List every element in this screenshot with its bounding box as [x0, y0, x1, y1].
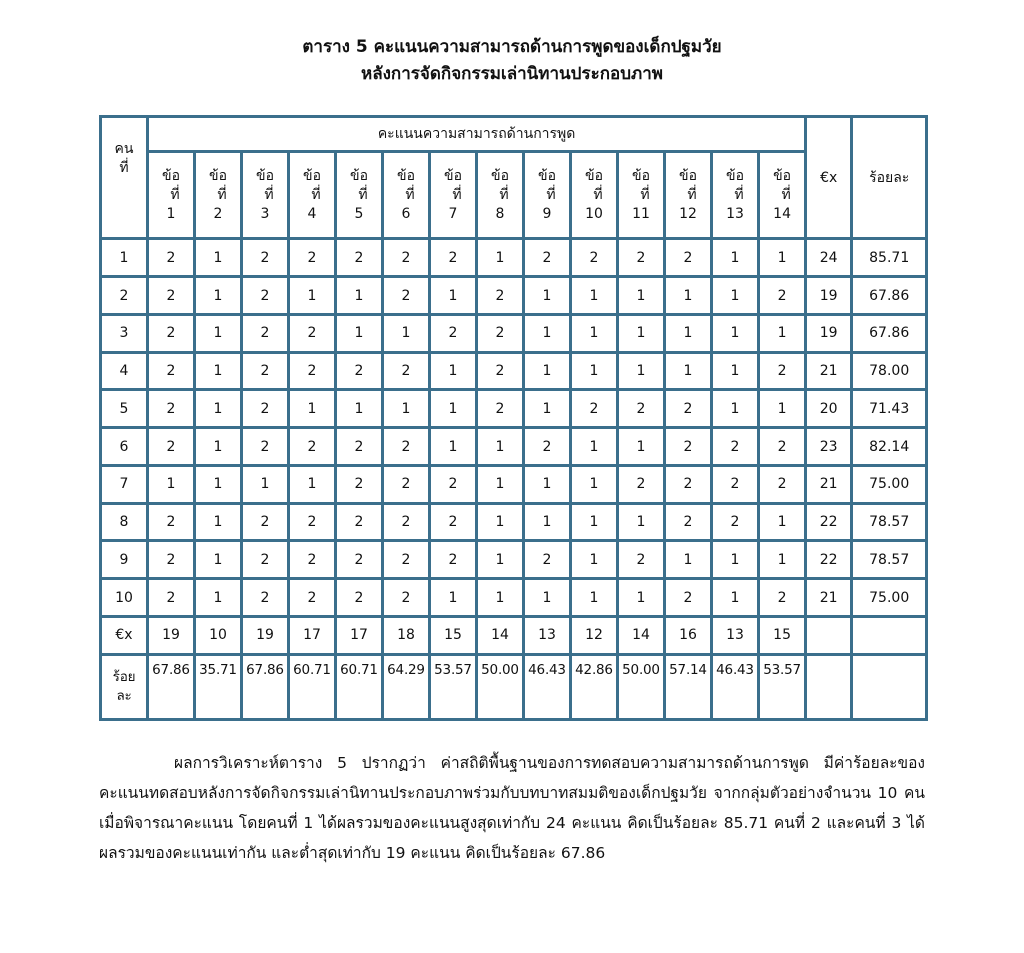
row-sum: 21 [806, 465, 852, 503]
item-header [383, 151, 430, 239]
item-sum-cell: 13 [524, 616, 571, 654]
row-sum: 22 [806, 541, 852, 579]
table-row [101, 579, 927, 617]
score-cell: 2 [289, 352, 336, 390]
item-header-prefix2: ที่ [217, 186, 227, 203]
score-cell: 1 [477, 239, 524, 277]
score-cell: 1 [571, 541, 618, 579]
score-cell: 2 [712, 428, 759, 466]
item-header-number: 10 [585, 205, 603, 222]
score-cell: 2 [336, 465, 383, 503]
score-cell: 2 [430, 239, 477, 277]
table-row [101, 352, 927, 390]
score-cell: 2 [148, 428, 195, 466]
score-cell: 2 [242, 277, 289, 315]
score-cell: 2 [383, 428, 430, 466]
score-cell: 2 [430, 541, 477, 579]
item-percent-cell: 50.00 [477, 654, 524, 719]
score-cell: 1 [618, 503, 665, 541]
percent-row [101, 654, 927, 719]
score-cell: 1 [383, 314, 430, 352]
score-cell: 1 [571, 314, 618, 352]
score-cell: 2 [383, 579, 430, 617]
score-cell: 2 [571, 239, 618, 277]
score-cell: 2 [712, 503, 759, 541]
score-cell: 1 [759, 239, 806, 277]
score-cell: 2 [524, 239, 571, 277]
item-header-prefix: ข้อ [397, 167, 415, 184]
item-percent-cell: 67.86 [148, 654, 195, 719]
score-cell: 1 [618, 428, 665, 466]
score-cell: 2 [148, 352, 195, 390]
item-percent-cell: 53.57 [430, 654, 477, 719]
score-cell: 1 [618, 579, 665, 617]
row-percent: 71.43 [852, 390, 927, 428]
score-cell: 2 [148, 239, 195, 277]
person-id: 4 [101, 352, 148, 390]
item-percent-cell: 50.00 [618, 654, 665, 719]
row-sum: 21 [806, 352, 852, 390]
item-percent-cell: 64.29 [383, 654, 430, 719]
table-row [101, 503, 927, 541]
item-header-number: 5 [354, 205, 364, 222]
score-cell: 1 [571, 579, 618, 617]
item-header-prefix: ข้อ [303, 167, 321, 184]
analysis-paragraph [99, 748, 925, 868]
score-cell: 2 [242, 239, 289, 277]
score-cell: 2 [336, 239, 383, 277]
item-header-prefix: ข้อ [585, 167, 603, 184]
item-header-number: 14 [773, 205, 791, 222]
table-title-line1: ตาราง 5 คะแนนความสามารถด้านการพูดของเด็กปฐมวัย [302, 37, 722, 57]
score-cell: 2 [524, 541, 571, 579]
score-cell: 1 [712, 314, 759, 352]
score-cell: 1 [195, 390, 242, 428]
score-cell: 2 [336, 428, 383, 466]
item-header [336, 151, 383, 239]
score-cell: 1 [712, 352, 759, 390]
score-cell: 2 [242, 541, 289, 579]
item-header-prefix2: ที่ [546, 186, 556, 203]
item-header-number: 13 [726, 205, 744, 222]
score-cell: 2 [477, 314, 524, 352]
score-table [99, 115, 928, 721]
table-row [101, 428, 927, 466]
score-cell: 1 [195, 579, 242, 617]
score-cell: 1 [524, 579, 571, 617]
score-cell: 1 [430, 390, 477, 428]
person-id: 10 [101, 579, 148, 617]
item-header [430, 151, 477, 239]
item-header-prefix2: ที่ [734, 186, 744, 203]
score-cell: 2 [383, 239, 430, 277]
score-cell: 1 [712, 239, 759, 277]
score-cell: 1 [759, 503, 806, 541]
score-cell: 2 [289, 541, 336, 579]
person-id: 6 [101, 428, 148, 466]
score-cell: 1 [665, 277, 712, 315]
item-header-prefix: ข้อ [350, 167, 368, 184]
score-cell: 1 [524, 352, 571, 390]
score-cell: 1 [430, 579, 477, 617]
row-sum: 19 [806, 277, 852, 315]
item-header-number: 6 [401, 205, 411, 222]
item-sum-cell: 18 [383, 616, 430, 654]
score-cell: 1 [477, 465, 524, 503]
row-sum: 23 [806, 428, 852, 466]
row-percent: 78.00 [852, 352, 927, 390]
score-cell: 2 [336, 541, 383, 579]
item-header [242, 151, 289, 239]
item-sum-cell: 12 [571, 616, 618, 654]
person-header-line1: คน [114, 141, 134, 157]
score-cell: 1 [712, 277, 759, 315]
row-sum: 24 [806, 239, 852, 277]
score-cell: 2 [289, 314, 336, 352]
item-header [289, 151, 336, 239]
score-cell: 1 [618, 277, 665, 315]
person-id: 8 [101, 503, 148, 541]
sum-row-label: €x [101, 616, 148, 654]
row-percent: 85.71 [852, 239, 927, 277]
score-cell: 2 [759, 579, 806, 617]
item-sum-cell: 15 [430, 616, 477, 654]
score-cell: 2 [430, 465, 477, 503]
score-cell: 2 [242, 503, 289, 541]
item-header-prefix2: ที่ [781, 186, 791, 203]
score-cell: 1 [759, 390, 806, 428]
item-header-prefix2: ที่ [311, 186, 321, 203]
score-cell: 1 [242, 465, 289, 503]
item-header-prefix: ข้อ [538, 167, 556, 184]
score-cell: 2 [383, 277, 430, 315]
item-header-prefix: ข้อ [162, 167, 180, 184]
item-sum-cell: 19 [148, 616, 195, 654]
score-cell: 1 [195, 541, 242, 579]
row-percent: 78.57 [852, 503, 927, 541]
score-cell: 1 [712, 541, 759, 579]
person-id: 7 [101, 465, 148, 503]
percent-header: ร้อยละ [852, 117, 927, 239]
item-header-prefix: ข้อ [632, 167, 650, 184]
score-cell: 1 [336, 314, 383, 352]
score-cell: 2 [618, 390, 665, 428]
score-cell: 2 [242, 579, 289, 617]
score-cell: 2 [665, 239, 712, 277]
row-percent: 67.86 [852, 314, 927, 352]
item-sum-cell: 16 [665, 616, 712, 654]
item-percent-cell: 46.43 [524, 654, 571, 719]
item-header-prefix: ข้อ [256, 167, 274, 184]
item-header-number: 8 [495, 205, 505, 222]
score-cell: 1 [712, 390, 759, 428]
score-cell: 1 [524, 503, 571, 541]
item-percent-cell: 60.71 [336, 654, 383, 719]
score-cell: 1 [336, 390, 383, 428]
person-id: 1 [101, 239, 148, 277]
score-cell: 1 [195, 465, 242, 503]
score-cell: 2 [430, 314, 477, 352]
row-percent: 75.00 [852, 579, 927, 617]
person-header-line2: ที่ [119, 160, 129, 176]
score-cell: 1 [289, 465, 336, 503]
score-cell: 2 [571, 390, 618, 428]
score-cell: 1 [524, 465, 571, 503]
item-header-prefix2: ที่ [358, 186, 368, 203]
item-header [759, 151, 806, 239]
row-sum: 21 [806, 579, 852, 617]
item-header-number: 1 [166, 205, 176, 222]
item-header-number: 9 [542, 205, 552, 222]
person-id: 3 [101, 314, 148, 352]
person-id: 9 [101, 541, 148, 579]
item-header-number: 2 [213, 205, 223, 222]
item-sum-cell: 17 [289, 616, 336, 654]
score-cell: 1 [712, 579, 759, 617]
item-header-number: 12 [679, 205, 697, 222]
item-sum-cell: 14 [477, 616, 524, 654]
item-header-number: 11 [632, 205, 650, 222]
item-percent-cell: 35.71 [195, 654, 242, 719]
score-cell: 2 [477, 277, 524, 315]
score-cell: 2 [289, 239, 336, 277]
item-sum-cell: 13 [712, 616, 759, 654]
score-cell: 2 [665, 503, 712, 541]
score-cell: 1 [195, 239, 242, 277]
score-cell: 2 [148, 541, 195, 579]
score-cell: 2 [242, 390, 289, 428]
item-header-prefix2: ที่ [640, 186, 650, 203]
score-cell: 1 [148, 465, 195, 503]
score-cell: 2 [289, 503, 336, 541]
score-cell: 1 [477, 503, 524, 541]
person-header [101, 117, 148, 239]
score-cell: 2 [618, 239, 665, 277]
item-header-prefix2: ที่ [170, 186, 180, 203]
score-cell: 1 [336, 277, 383, 315]
item-header-prefix: ข้อ [726, 167, 744, 184]
item-percent-cell: 42.86 [571, 654, 618, 719]
item-header-number: 3 [260, 205, 270, 222]
item-header [712, 151, 759, 239]
score-cell: 2 [289, 428, 336, 466]
percent-row-label [101, 654, 148, 719]
analysis-text: ผลการวิเคราะห์ตาราง 5 ปรากฏว่า ค่าสถิติพื้นฐานของการทดสอบความสามารถด้านการพูด มีค่าร้อยละของคะแนนทดสอบหลังการจัดกิจกรรมเล่านิทานประกอบภาพร่วมกับบทบาทสมมติของเด็กปฐมวัย จากกลุ่มตัวอย่างจำนวน 10 คน เมื่อพิจารณาคะแนน โดยคนที่ 1 ได้ผลรวมของคะแนนสูงสุดเท่ากับ 24 คะแนน คิดเป็นร้อยละ 85.71 คนที่ 2 และคนที่ 3 ได้ผลรวมของคะแนนเท่ากัน และต่ำสุดเท่ากับ 19 คะแนน คิดเป็นร้อยละ 67.86 [99, 754, 925, 862]
score-cell: 2 [242, 352, 289, 390]
group-header: คะแนนความสามารถด้านการพูด [148, 117, 806, 152]
score-cell: 2 [148, 390, 195, 428]
item-header-prefix2: ที่ [687, 186, 697, 203]
row-percent: 78.57 [852, 541, 927, 579]
item-header [195, 151, 242, 239]
score-cell: 1 [665, 352, 712, 390]
table-row [101, 277, 927, 315]
empty-cell [852, 616, 927, 654]
item-header-prefix: ข้อ [209, 167, 227, 184]
score-cell: 2 [665, 465, 712, 503]
score-cell: 2 [383, 352, 430, 390]
score-cell: 2 [477, 352, 524, 390]
score-cell: 2 [336, 503, 383, 541]
item-percent-cell: 67.86 [242, 654, 289, 719]
score-cell: 1 [524, 314, 571, 352]
score-cell: 1 [477, 541, 524, 579]
empty-cell [806, 616, 852, 654]
score-cell: 2 [618, 465, 665, 503]
score-cell: 2 [665, 579, 712, 617]
score-cell: 2 [477, 390, 524, 428]
row-sum: 19 [806, 314, 852, 352]
score-cell: 2 [148, 314, 195, 352]
score-cell: 2 [383, 541, 430, 579]
person-id: 5 [101, 390, 148, 428]
item-sum-cell: 14 [618, 616, 665, 654]
item-header-prefix2: ที่ [264, 186, 274, 203]
percent-row-label-line1: ร้อย [112, 668, 136, 685]
item-header [665, 151, 712, 239]
score-cell: 1 [524, 390, 571, 428]
item-sum-cell: 19 [242, 616, 289, 654]
score-cell: 1 [571, 465, 618, 503]
item-header-prefix: ข้อ [679, 167, 697, 184]
score-cell: 1 [524, 277, 571, 315]
score-cell: 2 [383, 503, 430, 541]
table-row [101, 465, 927, 503]
score-cell: 2 [524, 428, 571, 466]
score-cell: 2 [336, 579, 383, 617]
item-header-prefix2: ที่ [405, 186, 415, 203]
item-sum-cell: 10 [195, 616, 242, 654]
item-header [618, 151, 665, 239]
item-header-prefix2: ที่ [452, 186, 462, 203]
item-header-number: 4 [307, 205, 317, 222]
score-cell: 1 [289, 390, 336, 428]
percent-row-label-line2: ละ [116, 687, 132, 704]
score-cell: 2 [759, 465, 806, 503]
score-cell: 2 [665, 390, 712, 428]
item-percent-cell: 46.43 [712, 654, 759, 719]
score-cell: 2 [759, 428, 806, 466]
table-row [101, 239, 927, 277]
score-cell: 1 [430, 352, 477, 390]
score-cell: 1 [571, 428, 618, 466]
item-percent-cell: 60.71 [289, 654, 336, 719]
sum-row [101, 616, 927, 654]
empty-cell [806, 654, 852, 719]
score-cell: 1 [665, 541, 712, 579]
score-cell: 2 [712, 465, 759, 503]
score-cell: 2 [148, 277, 195, 315]
score-cell: 1 [571, 277, 618, 315]
score-cell: 1 [571, 503, 618, 541]
score-cell: 1 [665, 314, 712, 352]
row-sum: 22 [806, 503, 852, 541]
score-cell: 2 [242, 314, 289, 352]
score-cell: 1 [383, 390, 430, 428]
score-cell: 2 [336, 352, 383, 390]
item-sum-cell: 17 [336, 616, 383, 654]
score-cell: 2 [242, 428, 289, 466]
row-percent: 67.86 [852, 277, 927, 315]
item-header-prefix: ข้อ [773, 167, 792, 184]
row-sum: 20 [806, 390, 852, 428]
item-percent-cell: 57.14 [665, 654, 712, 719]
item-header-prefix: ข้อ [444, 167, 462, 184]
item-header [571, 151, 618, 239]
score-cell: 2 [618, 541, 665, 579]
item-sum-cell: 15 [759, 616, 806, 654]
score-cell: 1 [195, 503, 242, 541]
score-cell: 2 [759, 352, 806, 390]
score-cell: 1 [759, 541, 806, 579]
score-cell: 2 [759, 277, 806, 315]
score-cell: 1 [289, 277, 336, 315]
score-cell: 2 [148, 503, 195, 541]
score-cell: 1 [195, 314, 242, 352]
score-cell: 1 [571, 352, 618, 390]
score-cell: 1 [430, 277, 477, 315]
score-cell: 2 [289, 579, 336, 617]
score-cell: 1 [430, 428, 477, 466]
table-row [101, 314, 927, 352]
table-title-line2: หลังการจัดกิจกรรมเล่านิทานประกอบภาพ [361, 64, 663, 84]
score-cell: 1 [195, 428, 242, 466]
score-cell: 1 [477, 579, 524, 617]
score-cell: 1 [195, 277, 242, 315]
item-header-prefix: ข้อ [491, 167, 509, 184]
score-cell: 1 [618, 352, 665, 390]
score-cell: 2 [665, 428, 712, 466]
row-percent: 82.14 [852, 428, 927, 466]
item-header-prefix2: ที่ [593, 186, 603, 203]
score-cell: 1 [477, 428, 524, 466]
table-row [101, 390, 927, 428]
score-cell: 1 [618, 314, 665, 352]
table-row [101, 541, 927, 579]
item-header-prefix2: ที่ [499, 186, 509, 203]
row-percent: 75.00 [852, 465, 927, 503]
score-cell: 1 [759, 314, 806, 352]
score-cell: 2 [430, 503, 477, 541]
score-cell: 2 [148, 579, 195, 617]
sum-header: €x [806, 117, 852, 239]
item-header-number: 7 [448, 205, 458, 222]
person-id: 2 [101, 277, 148, 315]
item-header [524, 151, 571, 239]
item-header [148, 151, 195, 239]
empty-cell [852, 654, 927, 719]
item-percent-cell: 53.57 [759, 654, 806, 719]
item-header [477, 151, 524, 239]
score-cell: 2 [383, 465, 430, 503]
item-header-row [101, 151, 927, 239]
score-cell: 1 [195, 352, 242, 390]
